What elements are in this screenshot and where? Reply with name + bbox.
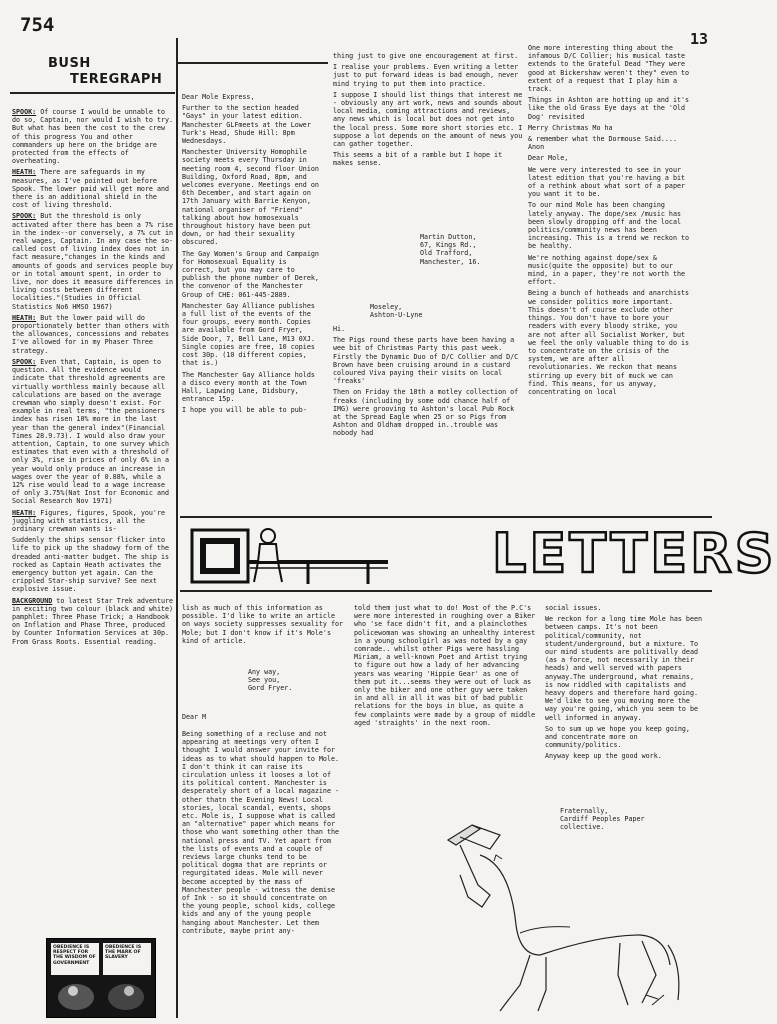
letter-paragraph: & remember what the Dormouse Said.... Anon: [528, 135, 682, 152]
letter-paragraph: This seems a bit of a ramble but I hope it makes sense.: [333, 151, 507, 168]
letter-gay-groups: [182, 93, 322, 510]
top-rule-center: [178, 62, 328, 64]
signature-line: Fraternally,: [560, 807, 609, 815]
letter-paragraph: Being a bunch of hotheads and anarchists we consider politics more important. This doesn't of course exclude other things. You don't have to bore your readers with every bloody strike, you are not after all Socialist Worker, but we feel the only valuable thing to do is to concentrate on the crisis of the system, we are after all revolutionaries. We reckon that means stirring up every bit of muck we can find. This means, for us anyway, concentrating on local: [528, 289, 694, 396]
letter-paragraph: lish as much of this information as possible. I'd like to write an article on ways society suppresses sexuality for Mole; but I don't know if it's Mole's kind of article.: [182, 604, 348, 645]
dialogue-paragraph: [12, 509, 174, 534]
signature-line: Old Trafford,: [420, 249, 473, 258]
letter-paragraph: One more interesting thing about the infamous D/C Collier; his musical taste extends to the Grateful Dead "They were good at Bickershaw weren't they" even to extent of a request that I play him a track.: [528, 44, 694, 94]
signature-gord-fryer: [248, 668, 348, 698]
dialogue-text: Even that, Captain, is open to question. All the evidence would indicate that threshold agreements are virtually worthless mainly because all calculations are based on the average crewman who simply doesn't exist. For example in real terms, "the pensioners index has risen 10% more in the last year than the general index"(Financial Times 28.9.73). I would also draw your attention, Captain, to one survey which estimates that even with a threshold of only 3%, rise in prices of only 6% in a year would only produce an increase in wages over the year of 0.88%, while a 12% rise would lead to a wage increase of only 3.75%(Nat Inst for Economic and Social Research Nov 1971): [12, 357, 174, 506]
dialogue-paragraph: [12, 596, 178, 646]
poster-panel-right: [103, 943, 151, 975]
letter-paragraph: Hi.: [333, 325, 346, 333]
signature-line: See you,: [248, 676, 281, 685]
letter-paragraph: Anyway keep up the good work.: [545, 752, 662, 761]
letter-gay-groups-cont: [182, 604, 347, 664]
dialogue-paragraph: [12, 108, 178, 166]
banner-bottom-rule: [180, 590, 712, 592]
letter-paragraph: The Pigs round these parts have been having a wee bit of Christmas Party this past week. Firstly the Dynamic Duo of D/C Collier and D/C Brown have been cruising around in a custard coloured Viva paying their visits on local 'freaks': [333, 336, 523, 386]
letter-recluse: [182, 730, 342, 1020]
article-star-trek: [12, 108, 178, 933]
signature-line: Gord Fryer.: [248, 684, 293, 693]
dialogue-text: Suddenly the ships sensor flicker into life to pick up the shadowy form of the dreaded anti-matter budget. The ship is rocked as Captain Heath activates the emergency button yet again. Can the crippled Star-ship survive? See next explosive issue.: [12, 536, 174, 594]
speaker-label: HEATH:: [12, 508, 37, 517]
signature-line: Cardiff Peoples Paper: [560, 815, 645, 824]
masthead-teregraph: TEREGRAPH: [70, 72, 163, 87]
dialogue-text: But the threshold is only activated after there has been a 7% rise in the index--or conversely, a 7% cut in real wages, Captain. In any case the so-called cost of living index does not in fact measure,"changes in the kinds and amounts of goods and services people buy or in total amount spent, in order to live, nor does it measure differences in living costs between different localities."(Studies in Official Statistics No6 HMSO 1967): [12, 212, 178, 311]
poster-figures-illustration: [51, 979, 151, 1013]
letter-dear-m-heading: Dear M: [182, 713, 207, 721]
speaker-label: BACKGROUND: [12, 596, 53, 605]
letters-banner: [180, 516, 777, 594]
letters-heading: LETTERS: [492, 522, 777, 585]
poster-text-right: OBEDIENCE IS THE MARK OF SLAVERY: [105, 945, 142, 961]
graduate-horse-drawing: [420, 815, 710, 1020]
speaker-label: SPOOK:: [12, 212, 37, 221]
speaker-label: SPOOK:: [12, 357, 37, 366]
masthead-rule: [10, 92, 175, 94]
letter-paragraph: We're nothing against dope/sex & music(quite the opposite) but to our mind, in a paper, they're not worth the effort.: [528, 253, 690, 287]
signature-line: 67, Kings Rd.,: [420, 241, 477, 250]
dialogue-paragraph: [12, 358, 174, 506]
letter-cardiff-bottom: [545, 604, 705, 804]
letter-paragraph: We were very interested to see in your latest edition that you're having a bit of a rethink about what sort of a paper you want it to be.: [528, 165, 690, 199]
letter-martin-dutton: [333, 52, 525, 227]
letter-paragraph: Manchester Gay Alliance publishes a full list of the events of the four groups, every month. Copies are available from Gord Fryer, Side Door, 7, Bell Lane, M13 0XJ. Single copies are free, 10 copies cost 30p. (10 different copies, that is.): [182, 301, 319, 368]
address-line: Ashton-U-Lyne: [370, 311, 423, 320]
page-number-right: 13: [690, 30, 709, 48]
letter-paragraph: Then on Friday the 18th a motley collection of freaks (including by some odd chance half of IMG) were grooving to Ashton's local Pub Rock at the Spread Eagle when 25 or so Pigs from Ashton and Oldham dropped in..trouble was nobody had: [333, 388, 523, 438]
masthead-bush: BUSH: [48, 56, 91, 71]
letter-paragraph: social issues.: [545, 604, 602, 612]
letter-paragraph: We reckon for a long time Mole has been between camps. It's not been political/community, not student/underground, but a mixture. To our mind students are politivally dead (as a force, not necessarily in their heads) and well served with papers anyway.The underground, what remains, is now riddled with capitalists and heavy dopers and therefore hard going. We'd like to see you moving more the way you're going, which you seem to be well informed in anyway.: [545, 615, 707, 722]
banner-top-rule: [180, 516, 712, 518]
signature-line: collective.: [560, 823, 605, 832]
letter-paragraph: I realise your problems. Even writing a letter just to put forward ideas is bad enough, never mind trying to put them into practice.: [333, 63, 523, 88]
dialogue-paragraph: [12, 536, 174, 593]
column-rule-1: [176, 38, 178, 1018]
letter-paragraph: The Gay Women's Group and Campaign for Homosexual Equality is correct, but you may care to publish the phone number of Derek, the convenor of the Manchester Group of CHE: 061-445-2889.: [182, 249, 323, 299]
letter-paragraph: So to sum up we hope you keep going, and concentrate more on community/politics.: [545, 724, 694, 750]
letter-ashton-pigs-cont: [354, 604, 540, 804]
dialogue-text: to latest Star Trek adventure in exciting two colour (black and white) pamphlet: Three Phase Trick; a Handbook on Inflation and Phase Three, produced by Counter Information Services at 30p. From Grass Roots. Essential reading.: [12, 596, 178, 646]
letter-paragraph: Dear Mole Express,: [182, 93, 255, 101]
speaker-label: SPOOK:: [12, 108, 37, 116]
desk-figure-illustration: [188, 522, 488, 588]
dialogue-text: Figures, figures, Spook, you're juggling with statistics, all the ordinary crewman wants is-: [12, 508, 170, 533]
letter-paragraph: The Manchester Gay Alliance holds a disco every month at the Town Hall, Lapwing Lane, Didsbury, entrance 15p.: [182, 370, 319, 404]
page-number-left: 754: [20, 14, 55, 36]
signature-martin-dutton: [420, 233, 525, 273]
address-line: Moseley,: [370, 303, 403, 311]
letter-ashton-pigs: [333, 325, 523, 515]
letter-ashton-address: [370, 303, 480, 323]
speaker-label: HEATH:: [12, 168, 37, 177]
poster-panel-left: [51, 943, 99, 975]
letter-paragraph: Being something of a recluse and not appearing at meetings very often I thought I would answer your invite for ideas as to what should happen to Mole. I don't think it can raise its circulation unless it looses a lot of its political content. Manchester is desperately short of a local magazine - other thatn the Evening News! Local stories, local scandal, events, shops etc. Mole is, I suppose what is called an "alternative" paper which means for those who want something other than the national press and TV. Yet apart from the lists of events and a couple of reviews large chunks tend to be political dogma that are reprints or regurgitated ideas. Mole will never become accepted by the mass of Manchester people - witness the demise of Ink - so it should concentrate on the young people, school kids, college kids and any of the young people hanging about Manchester. Let them contribute, maybe print any-: [182, 730, 344, 935]
letter-paragraph: To our mind Mole has been changing lately anyway. The dope/sex /music has been slowly dropping off and the local politics/community news has been increasing. This is a trend we reckon to be healthy.: [528, 201, 694, 251]
obedience-poster: [46, 938, 156, 1018]
poster-text-left: OBEDIENCE IS RESPECT FOR THE WISDOM OF GOVERNMENT: [53, 945, 96, 966]
letter-paragraph: Dear Mole,: [528, 154, 569, 163]
signature-line: Martin Dutton,: [420, 233, 477, 241]
signature-line: Manchester, 16.: [420, 257, 481, 266]
dialogue-paragraph: [12, 314, 174, 355]
letter-paragraph: Merry Christmas Mo ha: [528, 123, 613, 132]
signature-line: Any way,: [248, 668, 281, 676]
letter-paragraph: Further to the section headed "Gays" in your latest edition. Manchester GLFmeets at the Lower Turk's Head, Shude Hill: 8pm Wednesdays.: [182, 104, 315, 146]
letter-paragraph: I hope you will be able to pub-: [182, 406, 307, 415]
letter-paragraph: Manchester University Homophile society meets every Thursday in meeting room 4, second floor Union Building, Oxford Road, 8pm, and welcomes everyone. Meetings end on 6th December, and start again on 17th January with Barrie Kenyon, national organiser of "Friend" talking about how homosexuals throughout history have been put down, or had their sexuality obscured.: [182, 148, 323, 247]
dialogue-text: Of course I would be unnable to do so, Captain, nor would I wish to try. But what has been the cost to the crew of this progress You and other commanders up here on the bridge are protected from the effects of overheating.: [12, 108, 178, 166]
letter-cardiff-top: [528, 44, 694, 514]
dialogue-paragraph: [12, 212, 178, 311]
dialogue-paragraph: [12, 168, 174, 209]
letter-paragraph: thing just to give one encouragement at first.: [333, 52, 519, 60]
letter-paragraph: told them just what to do! Most of the P.C's were more interested in roughing over a Biker who 'se face didn't fit, and a plainclothes policewoman was showing an unhealthy interest in a young schoolgirl as was noted by a gay comrade.. whilst other Pigs were hassling Miriam, a well-known Poet and Artist trying to figure out how a lady of her advancing years was wearing 'Hippie Gear' as one of them put it...seems they were out of luck as only the biker and one other guy were taken in and all in all it was bit of bad public relations for the boys in blue, as quite a few complaints were made by a group of middle aged 'straights' in the next room.: [354, 604, 540, 727]
letter-paragraph: Things in Ashton are hotting up and it's like the old Grass Eye days at the 'Old Dog' revisited: [528, 96, 694, 121]
dialogue-text: But the lower paid will do proportionately better than others with the allowances, concessions and rebates I've allowed for in my Phaser Three strategy.: [12, 313, 174, 355]
dialogue-text: There are safeguards in my measures, as I've pointed out before Spook. The lower paid will get more and there is an additional shield in the cost of living threshold.: [12, 168, 174, 210]
speaker-label: HEATH:: [12, 313, 37, 322]
letter-paragraph: I suppose I should list things that interest me - obviously any art work, news and sounds about local media, coming attractions and reviews, any news which is local but does not get into the local press. Some more short stories etc. I suppose a lot depends on the amount of news you can gather together.: [333, 90, 527, 149]
